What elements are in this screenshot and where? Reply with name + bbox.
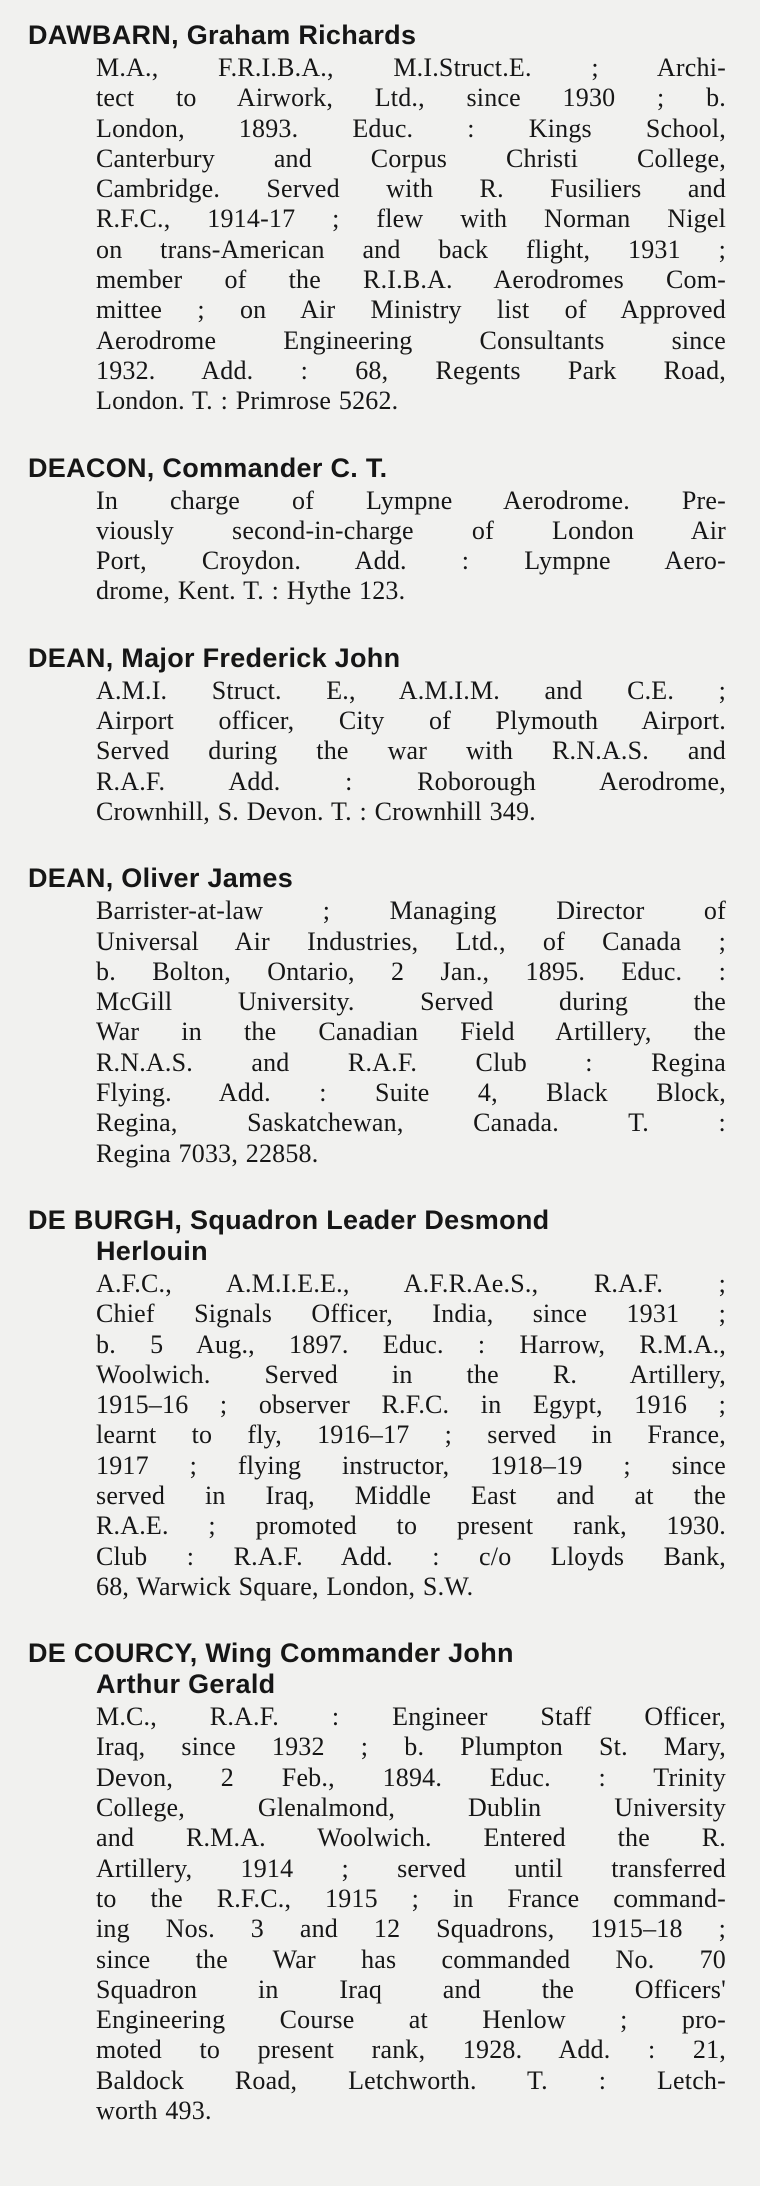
body-line: to the R.F.C., 1915 ; in France command-	[96, 1883, 726, 1913]
body-line: R.N.A.S. and R.A.F. Club : Regina	[96, 1047, 726, 1077]
body-line: Artillery, 1914 ; served until transferred	[96, 1853, 726, 1883]
entry-body	[96, 1702, 726, 2126]
body-line: mittee ; on Air Ministry list of Approved	[96, 295, 726, 325]
entry-name	[28, 863, 726, 894]
body-line: R.A.E. ; promoted to present rank, 1930.	[96, 1511, 726, 1541]
body-line: Club : R.A.F. Add. : c/o Lloyds Bank,	[96, 1541, 726, 1571]
body-line: London, 1893. Educ. : Kings School,	[96, 113, 726, 143]
body-line: Regina, Saskatchewan, Canada. T. :	[96, 1108, 726, 1138]
body-line: drome, Kent. T. : Hythe 123.	[96, 576, 406, 606]
entry-de-burgh	[28, 1205, 726, 1602]
body-line: McGill University. Served during the	[96, 987, 726, 1017]
body-line: M.A., F.R.I.B.A., M.I.Struct.E. ; Archi-	[96, 53, 726, 82]
body-line: Served during the war with R.N.A.S. and	[96, 736, 726, 766]
entry-name	[28, 453, 726, 484]
entry-dean-frederick	[28, 643, 726, 827]
name-line: DE BURGH, Squadron Leader Desmond	[28, 1204, 550, 1235]
entry-body	[96, 53, 726, 417]
name-line: DEACON, Commander C. T.	[28, 452, 388, 483]
body-line: tect to Airwork, Ltd., since 1930 ; b.	[96, 83, 726, 113]
body-line: Aerodrome Engineering Consultants since	[96, 325, 726, 355]
entry-name	[28, 1638, 726, 1700]
body-line: Barrister-at-law ; Managing Director of	[96, 896, 726, 926]
body-line: since the War has commanded No. 70	[96, 1944, 726, 1974]
name-line: DEAN, Major Frederick John	[28, 642, 401, 673]
body-line: member of the R.I.B.A. Aerodromes Com-	[96, 265, 726, 295]
entry-body	[96, 486, 726, 607]
body-line: b. 5 Aug., 1897. Educ. : Harrow, R.M.A.,	[96, 1329, 726, 1359]
body-line: Flying. Add. : Suite 4, Black Block,	[96, 1078, 726, 1108]
entry-name	[28, 1205, 726, 1267]
body-line: Universal Air Industries, Ltd., of Canada ;	[96, 926, 726, 956]
body-line: 68, Warwick Square, London, S.W.	[96, 1571, 474, 1601]
body-line: Crownhill, S. Devon. T. : Crownhill 349.	[96, 796, 536, 826]
body-line: 1915–16 ; observer R.F.C. in Egypt, 1916 ;	[96, 1390, 726, 1420]
body-line: Cambridge. Served with R. Fusiliers and	[96, 174, 726, 204]
body-line: Devon, 2 Feb., 1894. Educ. : Trinity	[96, 1762, 726, 1792]
body-line: on trans-American and back flight, 1931 ;	[96, 234, 726, 264]
body-line: Squadron in Iraq and the Officers'	[96, 1974, 726, 2004]
entry-body	[96, 1269, 726, 1602]
body-line: Airport officer, City of Plymouth Airport.	[96, 706, 726, 736]
body-line: War in the Canadian Field Artillery, the	[96, 1017, 726, 1047]
body-line: Woolwich. Served in the R. Artillery,	[96, 1359, 726, 1389]
body-line: R.F.C., 1914-17 ; flew with Norman Nigel	[96, 204, 726, 234]
body-line: Iraq, since 1932 ; b. Plumpton St. Mary,	[96, 1732, 726, 1762]
body-line: Canterbury and Corpus Christi College,	[96, 143, 726, 173]
body-line: ing Nos. 3 and 12 Squadrons, 1915–18 ;	[96, 1914, 726, 1944]
name-line: DAWBARN, Graham Richards	[28, 20, 417, 50]
body-line: R.A.F. Add. : Roborough Aerodrome,	[96, 766, 726, 796]
body-line: Port, Croydon. Add. : Lympne Aero-	[96, 546, 726, 576]
body-line: College, Glenalmond, Dublin University	[96, 1793, 726, 1823]
name-line: Herlouin	[96, 1235, 208, 1266]
body-line: viously second-in-charge of London Air	[96, 515, 726, 545]
body-line: learnt to fly, 1916–17 ; served in France,	[96, 1420, 726, 1450]
body-line: served in Iraq, Middle East and at the	[96, 1480, 726, 1510]
entry-body	[96, 896, 726, 1169]
body-line: Chief Signals Officer, India, since 1931 ;	[96, 1299, 726, 1329]
entry-de-courcy	[28, 1638, 726, 2126]
entry-name	[28, 20, 726, 51]
name-line: DE COURCY, Wing Commander John	[28, 1638, 514, 1669]
body-line: Baldock Road, Letchworth. T. : Letch-	[96, 2065, 726, 2095]
body-line: A.M.I. Struct. E., A.M.I.M. and C.E. ;	[96, 675, 726, 705]
name-line: Arthur Gerald	[96, 1669, 276, 1700]
body-line: moted to present rank, 1928. Add. : 21,	[96, 2035, 726, 2065]
body-line: and R.M.A. Woolwich. Entered the R.	[96, 1823, 726, 1853]
body-line: Regina 7033, 22858.	[96, 1138, 319, 1168]
entry-deacon	[28, 453, 726, 607]
body-line: 1917 ; flying instructor, 1918–19 ; since	[96, 1450, 726, 1480]
entry-name	[28, 643, 726, 674]
body-line: London. T. : Primrose 5262.	[96, 386, 399, 416]
name-line: DEAN, Oliver James	[28, 863, 294, 894]
body-line: In charge of Lympne Aerodrome. Pre-	[96, 485, 726, 515]
entry-body	[96, 676, 726, 827]
body-line: worth 493.	[96, 2096, 212, 2126]
entry-dawbarn	[28, 20, 726, 417]
entry-dean-oliver	[28, 863, 726, 1169]
body-line: Engineering Course at Henlow ; pro-	[96, 2005, 726, 2035]
body-line: b. Bolton, Ontario, 2 Jan., 1895. Educ. :	[96, 956, 726, 986]
body-line: A.F.C., A.M.I.E.E., A.F.R.Ae.S., R.A.F. ;	[96, 1268, 726, 1298]
body-line: M.C., R.A.F. : Engineer Staff Officer,	[96, 1702, 726, 1732]
body-line: 1932. Add. : 68, Regents Park Road,	[96, 355, 726, 385]
